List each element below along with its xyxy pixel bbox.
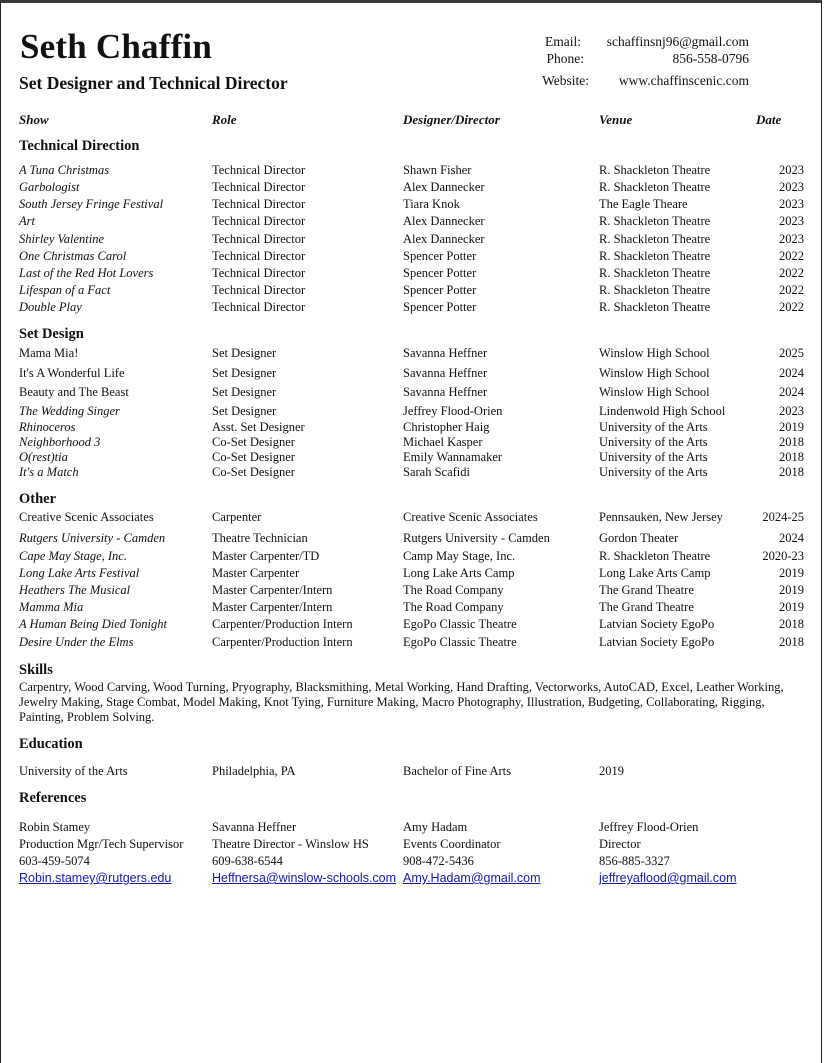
row-date: 2023 xyxy=(779,404,804,418)
row-venue: Winslow High School xyxy=(599,385,710,399)
row-show: A Human Being Died Tonight xyxy=(19,617,167,631)
row-designer: Savanna Heffner xyxy=(403,366,488,380)
row-show: Mama Mia! xyxy=(19,346,79,360)
row-designer: Creative Scenic Associates xyxy=(403,510,538,524)
column-header-role: Role xyxy=(212,112,237,127)
row-show: Cape May Stage, Inc. xyxy=(19,549,127,563)
row-designer: Savanna Heffner xyxy=(403,385,488,399)
row-role: Technical Director xyxy=(212,232,306,246)
row-role: Master Carpenter/TD xyxy=(212,549,320,563)
reference-name: Savanna Heffner xyxy=(212,820,297,834)
row-designer: Savanna Heffner xyxy=(403,346,488,360)
row-date: 2019 xyxy=(779,583,804,597)
row-date: 2025 xyxy=(779,346,804,360)
row-role: Master Carpenter xyxy=(212,566,300,580)
row-role: Technical Director xyxy=(212,249,306,263)
row-designer: The Road Company xyxy=(403,583,504,597)
row-role: Co-Set Designer xyxy=(212,465,295,479)
row-role: Master Carpenter/Intern xyxy=(212,600,333,614)
row-date: 2019 xyxy=(779,566,804,580)
row-date: 2018 xyxy=(779,435,804,449)
row-show: O(rest)tia xyxy=(19,450,68,464)
reference-phone: 609-638-6544 xyxy=(212,854,283,868)
row-show: A Tuna Christmas xyxy=(19,163,110,177)
row-venue: R. Shackleton Theatre xyxy=(599,266,711,280)
reference-title: Production Mgr/Tech Supervisor xyxy=(19,837,184,851)
row-date: 2023 xyxy=(779,163,804,177)
row-designer: Long Lake Arts Camp xyxy=(403,566,515,580)
row-designer: The Road Company xyxy=(403,600,504,614)
row-role: Technical Director xyxy=(212,214,306,228)
row-designer: Camp May Stage, Inc. xyxy=(403,549,516,563)
column-header-designer: Designer/Director xyxy=(403,112,500,127)
reference-email-link[interactable]: Robin.stamey@rutgers.edu xyxy=(19,871,172,885)
row-venue: R. Shackleton Theatre xyxy=(599,549,711,563)
row-role: Co-Set Designer xyxy=(212,450,295,464)
row-venue: R. Shackleton Theatre xyxy=(599,163,711,177)
reference-email-link[interactable]: Amy.Hadam@gmail.com xyxy=(403,871,541,885)
row-date: 2023 xyxy=(779,214,804,228)
row-role: Theatre Technician xyxy=(212,531,308,545)
row-designer: Tiara Knok xyxy=(403,197,460,211)
row-role: Carpenter xyxy=(212,510,262,524)
resume-name: Seth Chaffin xyxy=(20,27,213,66)
row-venue: Winslow High School xyxy=(599,346,710,360)
row-role: Technical Director xyxy=(212,266,306,280)
row-role: Set Designer xyxy=(212,404,277,418)
row-date: 2023 xyxy=(779,180,804,194)
row-role: Set Designer xyxy=(212,366,277,380)
row-date: 2019 xyxy=(779,420,804,434)
row-venue: The Grand Theatre xyxy=(599,583,694,597)
row-show: Long Lake Arts Festival xyxy=(19,566,140,580)
row-date: 2020-23 xyxy=(762,549,804,563)
row-role: Carpenter/Production Intern xyxy=(212,635,353,649)
reference-title: Director xyxy=(599,837,641,851)
row-date: 2018 xyxy=(779,635,804,649)
reference-title: Events Coordinator xyxy=(403,837,501,851)
resume-title: Set Designer and Technical Director xyxy=(19,73,288,93)
row-role: Set Designer xyxy=(212,385,277,399)
reference-email-link[interactable]: Heffnersa@winslow-schools.com xyxy=(212,871,397,885)
section-heading-technical-direction: Technical Direction xyxy=(19,138,140,154)
website-value[interactable]: www.chaffinscenic.com xyxy=(618,73,749,88)
row-show: Double Play xyxy=(19,300,82,314)
row-date: 2024-25 xyxy=(762,510,804,524)
row-show: Mamma Mia xyxy=(19,600,84,614)
row-role: Technical Director xyxy=(212,283,306,297)
row-venue: University of the Arts xyxy=(599,450,708,464)
row-venue: Gordon Theater xyxy=(599,531,679,545)
row-show: The Wedding Singer xyxy=(19,404,120,418)
row-venue: University of the Arts xyxy=(599,465,708,479)
row-show: Desire Under the Elms xyxy=(19,635,134,649)
row-venue: Long Lake Arts Camp xyxy=(599,566,711,580)
row-designer: Christopher Haig xyxy=(403,420,490,434)
email-label: Email: xyxy=(545,34,581,49)
row-show: Neighborhood 3 xyxy=(19,435,101,449)
education-location: Philadelphia, PA xyxy=(212,764,296,778)
row-date: 2024 xyxy=(779,385,804,399)
section-heading-education: Education xyxy=(19,736,83,752)
row-designer: Sarah Scafidi xyxy=(403,465,470,479)
reference-title: Theatre Director - Winslow HS xyxy=(212,837,369,851)
row-date: 2022 xyxy=(779,300,804,314)
column-header-venue: Venue xyxy=(599,112,633,127)
row-venue: Latvian Society EgoPo xyxy=(599,635,715,649)
row-role: Carpenter/Production Intern xyxy=(212,617,353,631)
reference-name: Jeffrey Flood-Orien xyxy=(599,820,699,834)
education-degree: Bachelor of Fine Arts xyxy=(403,764,511,778)
row-designer: Spencer Potter xyxy=(403,266,477,280)
row-venue: R. Shackleton Theatre xyxy=(599,283,711,297)
website-label: Website: xyxy=(542,73,589,88)
row-venue: R. Shackleton Theatre xyxy=(599,180,711,194)
row-role: Master Carpenter/Intern xyxy=(212,583,333,597)
row-role: Technical Director xyxy=(212,197,306,211)
row-designer: Michael Kasper xyxy=(403,435,483,449)
row-date: 2023 xyxy=(779,197,804,211)
skills-text: Carpentry, Wood Carving, Wood Turning, Pryography, Blacksmithing, Metal Working, Hand Drafting, Vectorworks, AutoCAD, Excel, Leather Working, Jewelry Making, Stage Combat, Model Making, Knot Tying, Furniture Making, Macro Photography, Illustration, Budgeting, Collaborating, Rigging, Painting, Problem Solving. xyxy=(19,680,784,724)
column-header-show: Show xyxy=(19,112,49,127)
phone-value: 856-558-0796 xyxy=(672,51,749,66)
column-header-date: Date xyxy=(756,112,782,127)
row-designer: Spencer Potter xyxy=(403,283,477,297)
row-date: 2024 xyxy=(779,531,804,545)
row-show: One Christmas Carol xyxy=(19,249,127,263)
row-venue: The Grand Theatre xyxy=(599,600,694,614)
row-role: Technical Director xyxy=(212,180,306,194)
row-designer: Alex Dannecker xyxy=(403,180,485,194)
reference-phone: 856-885-3327 xyxy=(599,854,670,868)
row-designer: Shawn Fisher xyxy=(403,163,472,177)
row-role: Set Designer xyxy=(212,346,277,360)
row-show: It's a Match xyxy=(19,465,79,479)
row-venue: R. Shackleton Theatre xyxy=(599,300,711,314)
row-designer: EgoPo Classic Theatre xyxy=(403,617,517,631)
row-designer: Alex Dannecker xyxy=(403,214,485,228)
row-show: Rhinoceros xyxy=(19,420,76,434)
row-venue: Pennsauken, New Jersey xyxy=(599,510,723,524)
row-role: Co-Set Designer xyxy=(212,435,295,449)
row-designer: Rutgers University - Camden xyxy=(403,531,550,545)
row-role: Asst. Set Designer xyxy=(212,420,305,434)
row-show: Lifespan of a Fact xyxy=(19,283,111,297)
section-heading-set-design: Set Design xyxy=(19,326,84,342)
row-designer: EgoPo Classic Theatre xyxy=(403,635,517,649)
row-designer: Emily Wannamaker xyxy=(403,450,503,464)
row-venue: University of the Arts xyxy=(599,420,708,434)
row-date: 2023 xyxy=(779,232,804,246)
row-date: 2018 xyxy=(779,450,804,464)
row-date: 2018 xyxy=(779,617,804,631)
row-date: 2019 xyxy=(779,600,804,614)
row-date: 2022 xyxy=(779,266,804,280)
row-date: 2024 xyxy=(779,366,804,380)
row-show: Art xyxy=(19,214,35,228)
row-designer: Alex Dannecker xyxy=(403,232,485,246)
row-role: Technical Director xyxy=(212,163,306,177)
row-designer: Spencer Potter xyxy=(403,300,477,314)
row-venue: University of the Arts xyxy=(599,435,708,449)
row-show: Last of the Red Hot Lovers xyxy=(19,266,154,280)
row-show: Heathers The Musical xyxy=(19,583,131,597)
section-heading-other: Other xyxy=(19,491,57,507)
row-date: 2022 xyxy=(779,249,804,263)
reference-phone: 603-459-5074 xyxy=(19,854,90,868)
phone-label: Phone: xyxy=(546,51,584,66)
row-venue: Latvian Society EgoPo xyxy=(599,617,715,631)
reference-phone: 908-472-5436 xyxy=(403,854,474,868)
reference-name: Amy Hadam xyxy=(403,820,468,834)
row-venue: R. Shackleton Theatre xyxy=(599,249,711,263)
row-show: South Jersey Fringe Festival xyxy=(19,197,164,211)
row-show: Garbologist xyxy=(19,180,80,194)
row-venue: The Eagle Theare xyxy=(599,197,688,211)
section-heading-references: References xyxy=(19,790,87,806)
row-venue: R. Shackleton Theatre xyxy=(599,232,711,246)
row-venue: R. Shackleton Theatre xyxy=(599,214,711,228)
reference-name: Robin Stamey xyxy=(19,820,91,834)
row-date: 2018 xyxy=(779,465,804,479)
row-show: Beauty and The Beast xyxy=(19,385,129,399)
section-heading-skills: Skills xyxy=(19,662,53,678)
row-role: Technical Director xyxy=(212,300,306,314)
row-designer: Jeffrey Flood-Orien xyxy=(403,404,503,418)
row-venue: Lindenwold High School xyxy=(599,404,726,418)
reference-email-link[interactable]: jeffreyaflood@gmail.com xyxy=(599,871,737,885)
row-show: Creative Scenic Associates xyxy=(19,510,154,524)
row-show: Rutgers University - Camden xyxy=(19,531,166,545)
row-date: 2022 xyxy=(779,283,804,297)
education-school: University of the Arts xyxy=(19,764,128,778)
row-venue: Winslow High School xyxy=(599,366,710,380)
education-year: 2019 xyxy=(599,764,624,778)
row-designer: Spencer Potter xyxy=(403,249,477,263)
row-show: It's A Wonderful Life xyxy=(19,366,125,380)
email-value[interactable]: schaffinsnj96@gmail.com xyxy=(606,34,749,49)
row-show: Shirley Valentine xyxy=(19,232,105,246)
